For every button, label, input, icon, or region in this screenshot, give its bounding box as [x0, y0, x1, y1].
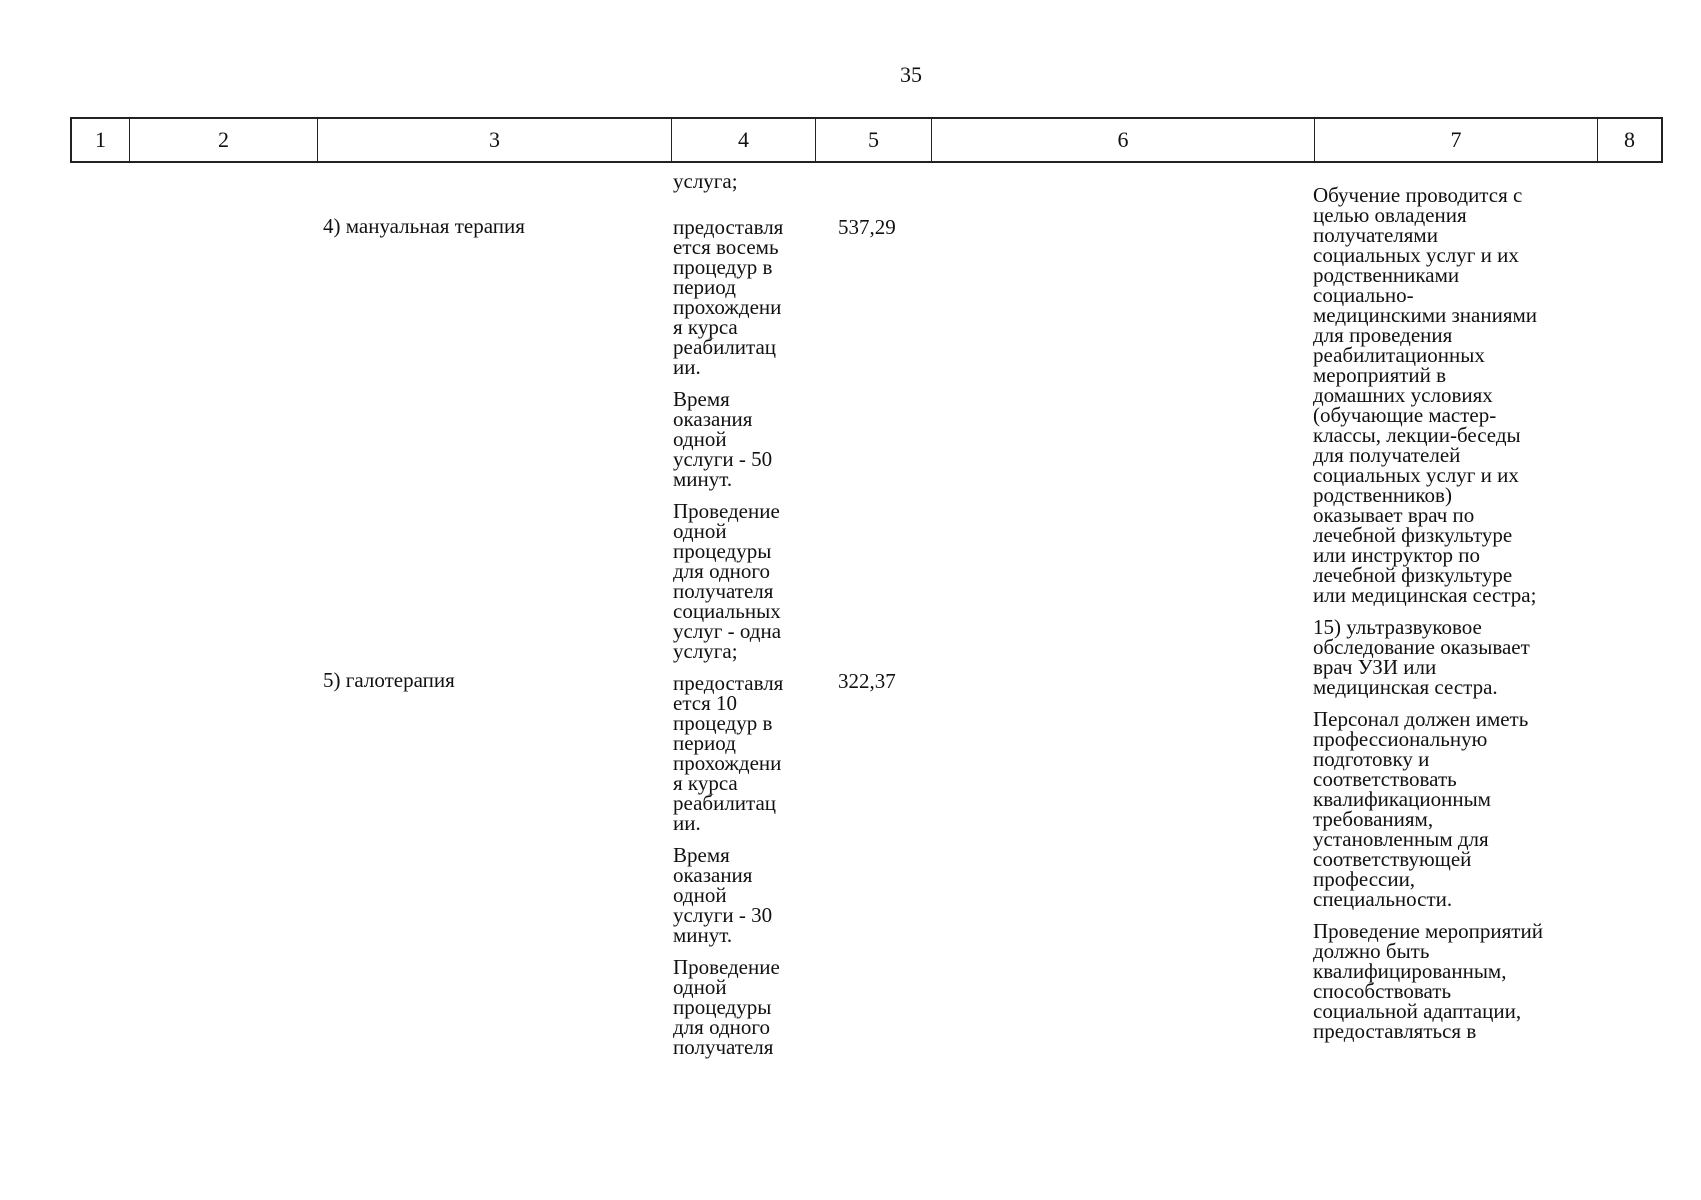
col4-paragraph: услуга;: [673, 169, 738, 193]
col4-paragraph: предоставля ется 10 процедур в период прохождени я курса реабилитац ии.: [673, 671, 784, 835]
header-cell-5: 5: [816, 119, 932, 161]
header-cell-7: 7: [1315, 119, 1598, 161]
header-cell-1: 1: [72, 119, 130, 161]
price-halotherapy: 322,37: [838, 669, 896, 693]
col7-paragraph: Обучение проводится с целью овладения получателями социальных услуг и их родственниками социально- медицинскими знаниями для проведения реабилитационных мероприятий в домашних условиях (обучающие мастер- классы, лекции-беседы для получателей социальных услуг и их родственников) оказывает врач по лечебной физкультуре или инструктор по лечебной физкультуре или медицинская сестра;: [1313, 183, 1538, 607]
service-name-halotherapy: 5) галотерапия: [323, 668, 455, 692]
col4-paragraph: предоставля ется восемь процедур в период прохождени я курса реабилитац ии.: [673, 215, 784, 379]
table-header-row: [70, 117, 1663, 163]
header-cell-6: 6: [932, 119, 1315, 161]
col4-paragraph: Время оказания одной услуги - 50 минут.: [673, 387, 773, 491]
col4-paragraph: Проведение одной процедуры для одного получателя социальных услуг - одна услуга;: [673, 499, 782, 663]
col7-paragraph: Персонал должен иметь профессиональную подготовку и соответствовать квалификационным требованиям, установленным для соответствующей профессии, специальности.: [1313, 707, 1529, 911]
header-cell-4: 4: [672, 119, 816, 161]
col4-paragraph: Проведение одной процедуры для одного получателя: [673, 955, 780, 1059]
price-manual-therapy: 537,29: [838, 215, 896, 239]
column-7-conditions: [1313, 185, 1603, 1053]
column-4-description: [673, 171, 813, 1069]
header-cell-3: 3: [318, 119, 672, 161]
col4-paragraph: Время оказания одной услуги - 30 минут.: [673, 843, 773, 947]
service-name-manual-therapy: 4) мануальная терапия: [323, 214, 525, 238]
page-number: 35: [900, 62, 922, 87]
header-cell-8: 8: [1624, 127, 1635, 152]
header-cell-2: 2: [130, 119, 318, 161]
col7-paragraph: Проведение мероприятий должно быть квалифицированным, способствовать социальной адаптации, предоставляться в: [1313, 919, 1543, 1043]
col7-paragraph: 15) ультразвуковое обследование оказывает врач УЗИ или медицинская сестра.: [1313, 615, 1530, 699]
